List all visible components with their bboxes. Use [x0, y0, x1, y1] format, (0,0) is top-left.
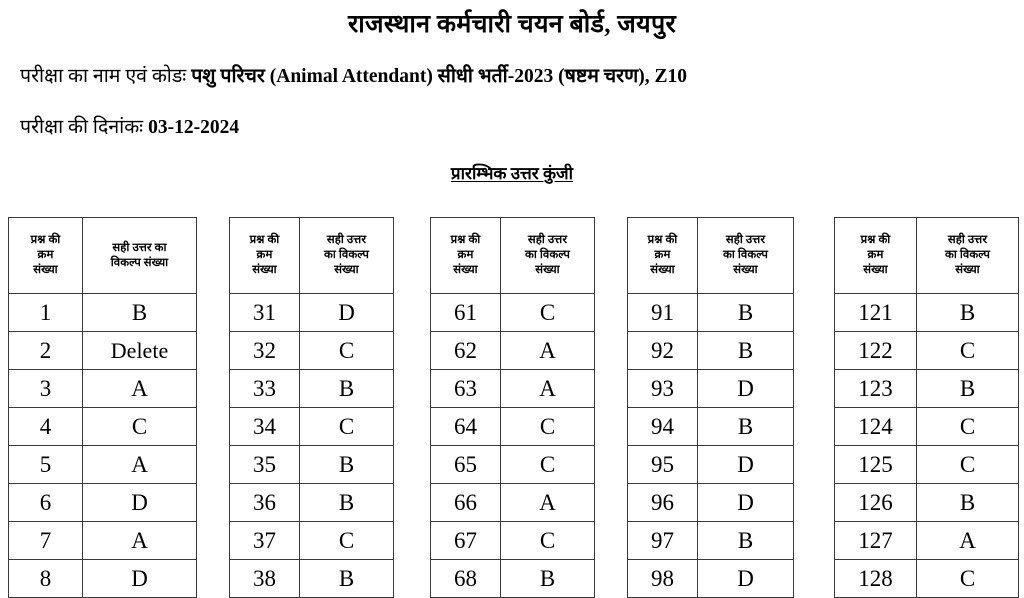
question-number-cell: 98	[628, 560, 698, 598]
table-row	[431, 332, 595, 370]
column-header-line: संख्या	[252, 263, 277, 276]
answer-option-cell: C	[501, 522, 595, 560]
table-row	[835, 560, 1019, 598]
table-row	[628, 408, 794, 446]
column-header-question-number	[230, 218, 300, 294]
column-header-line: संख्या	[334, 263, 359, 276]
answer-option-cell: A	[83, 370, 197, 408]
question-number-cell: 8	[9, 560, 83, 598]
column-header-line: संख्या	[33, 263, 58, 276]
column-header-line: का विकल्प	[945, 249, 990, 262]
table-row	[835, 484, 1019, 522]
answer-option-cell: D	[698, 484, 794, 522]
question-number-cell: 5	[9, 446, 83, 484]
question-number-cell: 37	[230, 522, 300, 560]
answer-option-cell: C	[917, 560, 1019, 598]
question-number-cell: 2	[9, 332, 83, 370]
answer-option-cell: B	[300, 370, 394, 408]
question-number-cell: 35	[230, 446, 300, 484]
question-number-cell: 62	[431, 332, 501, 370]
exam-name-label: परीक्षा का नाम एवं कोडः	[20, 65, 187, 87]
answer-option-cell: A	[501, 332, 595, 370]
column-header-correct-option	[698, 218, 794, 294]
table-row	[230, 522, 394, 560]
column-header-line: संख्या	[863, 263, 888, 276]
answer-option-cell: C	[501, 446, 595, 484]
answer-option-cell: C	[501, 408, 595, 446]
table-row	[431, 370, 595, 408]
question-number-cell: 126	[835, 484, 917, 522]
table-row	[9, 332, 197, 370]
answer-option-cell: B	[698, 332, 794, 370]
column-header-line: विकल्प संख्या	[110, 256, 169, 269]
answer-option-cell: D	[83, 560, 197, 598]
answer-option-cell: C	[917, 332, 1019, 370]
table-row	[628, 560, 794, 598]
column-header-line: प्रश्न की	[450, 234, 481, 247]
question-number-cell: 31	[230, 294, 300, 332]
question-number-cell: 127	[835, 522, 917, 560]
answer-option-cell: B	[698, 408, 794, 446]
column-header-correct-option	[300, 218, 394, 294]
question-number-cell: 3	[9, 370, 83, 408]
column-header-line: प्रश्न की	[647, 234, 678, 247]
column-header-line: संख्या	[535, 263, 560, 276]
answer-key-table-4	[627, 217, 794, 598]
answer-option-cell: B	[917, 484, 1019, 522]
table-row	[835, 370, 1019, 408]
answer-option-cell: C	[83, 408, 197, 446]
answer-option-cell: A	[83, 446, 197, 484]
answer-option-cell: B	[917, 370, 1019, 408]
question-number-cell: 32	[230, 332, 300, 370]
table-row	[230, 408, 394, 446]
column-header-line: संख्या	[955, 263, 980, 276]
table-row	[9, 446, 197, 484]
question-number-cell: 91	[628, 294, 698, 332]
column-header-correct-option	[917, 218, 1019, 294]
answer-option-cell: D	[300, 294, 394, 332]
answer-option-cell: B	[300, 484, 394, 522]
question-number-cell: 63	[431, 370, 501, 408]
question-number-cell: 1	[9, 294, 83, 332]
column-header-line: सही उत्तर का	[112, 241, 167, 254]
question-number-cell: 92	[628, 332, 698, 370]
column-header-line: संख्या	[453, 263, 478, 276]
column-header-line: क्रम	[256, 249, 273, 262]
table-row	[835, 408, 1019, 446]
answer-key-table-2	[229, 217, 394, 598]
key-table	[8, 217, 197, 598]
table-row	[9, 370, 197, 408]
column-header-line: का विकल्प	[723, 249, 768, 262]
question-number-cell: 97	[628, 522, 698, 560]
column-header-line: प्रश्न की	[249, 234, 280, 247]
question-number-cell: 125	[835, 446, 917, 484]
answer-option-cell: A	[501, 370, 595, 408]
question-number-cell: 122	[835, 332, 917, 370]
column-header-line: संख्या	[733, 263, 758, 276]
exam-date-label: परीक्षा की दिनांकः	[20, 116, 144, 138]
question-number-cell: 66	[431, 484, 501, 522]
table-header-row	[230, 218, 394, 294]
exam-name-value: पशु परिचर (Animal Attendant) सीधी भर्ती-2023 (षष्टम चरण), Z10	[191, 65, 687, 87]
column-header-line: का विकल्प	[324, 249, 369, 262]
question-number-cell: 128	[835, 560, 917, 598]
table-row	[230, 560, 394, 598]
column-header-line: क्रम	[867, 249, 884, 262]
table-row	[431, 522, 595, 560]
table-row	[431, 408, 595, 446]
column-header-line: सही उत्तर	[725, 234, 766, 247]
section-heading	[0, 139, 1024, 184]
table-row	[9, 408, 197, 446]
table-header-row	[9, 218, 197, 294]
answer-option-cell: D	[698, 446, 794, 484]
question-number-cell: 38	[230, 560, 300, 598]
question-number-cell: 121	[835, 294, 917, 332]
question-number-cell: 34	[230, 408, 300, 446]
answer-option-cell: C	[917, 408, 1019, 446]
question-number-cell: 93	[628, 370, 698, 408]
exam-date-value: 03-12-2024	[148, 116, 240, 138]
key-table	[627, 217, 794, 598]
table-row	[431, 294, 595, 332]
question-number-cell: 65	[431, 446, 501, 484]
answer-option-cell: A	[83, 522, 197, 560]
answer-option-cell: C	[300, 408, 394, 446]
table-row	[9, 522, 197, 560]
column-header-line: क्रम	[37, 249, 54, 262]
answer-key-table-5	[834, 217, 1019, 598]
answer-option-cell: B	[698, 294, 794, 332]
table-row	[628, 332, 794, 370]
key-table	[229, 217, 394, 598]
table-row	[230, 484, 394, 522]
table-row	[628, 294, 794, 332]
table-row	[431, 560, 595, 598]
question-number-cell: 123	[835, 370, 917, 408]
table-row	[431, 446, 595, 484]
table-row	[9, 294, 197, 332]
answer-option-cell: A	[917, 522, 1019, 560]
column-header-correct-option	[501, 218, 595, 294]
table-header-row	[431, 218, 595, 294]
answer-option-cell: B	[83, 294, 197, 332]
question-number-cell: 96	[628, 484, 698, 522]
table-row	[835, 522, 1019, 560]
answer-option-cell: C	[300, 522, 394, 560]
column-header-line: संख्या	[650, 263, 675, 276]
table-row	[835, 294, 1019, 332]
answer-option-cell: C	[501, 294, 595, 332]
question-number-cell: 124	[835, 408, 917, 446]
table-row	[835, 332, 1019, 370]
column-header-line: सही उत्तर	[947, 234, 988, 247]
answer-option-cell: B	[300, 560, 394, 598]
question-number-cell: 7	[9, 522, 83, 560]
answer-key-tables	[0, 217, 1024, 598]
column-header-line: प्रश्न की	[860, 234, 891, 247]
table-row	[628, 446, 794, 484]
answer-option-cell: B	[698, 522, 794, 560]
page-title: राजस्थान कर्मचारी चयन बोर्ड, जयपुर	[347, 11, 676, 38]
question-number-cell: 64	[431, 408, 501, 446]
table-row	[230, 332, 394, 370]
column-header-line: प्रश्न की	[30, 234, 61, 247]
table-row	[431, 484, 595, 522]
question-number-cell: 68	[431, 560, 501, 598]
key-table	[430, 217, 595, 598]
answer-key-table-1	[8, 217, 197, 598]
answer-option-cell: C	[300, 332, 394, 370]
column-header-line: सही उत्तर	[527, 234, 568, 247]
question-number-cell: 94	[628, 408, 698, 446]
question-number-cell: 67	[431, 522, 501, 560]
question-number-cell: 95	[628, 446, 698, 484]
question-number-cell: 33	[230, 370, 300, 408]
column-header-question-number	[431, 218, 501, 294]
key-table	[834, 217, 1019, 598]
table-row	[230, 370, 394, 408]
column-header-question-number	[628, 218, 698, 294]
answer-option-cell: B	[300, 446, 394, 484]
table-row	[628, 522, 794, 560]
answer-key-table-3	[430, 217, 595, 598]
column-header-line: क्रम	[457, 249, 474, 262]
table-row	[230, 446, 394, 484]
exam-name-line	[0, 39, 1024, 88]
answer-option-cell: D	[83, 484, 197, 522]
answer-option-cell: B	[917, 294, 1019, 332]
answer-option-cell: B	[501, 560, 595, 598]
table-header-row	[628, 218, 794, 294]
answer-option-cell: Delete	[83, 332, 197, 370]
question-number-cell: 61	[431, 294, 501, 332]
table-row	[835, 446, 1019, 484]
table-header-row	[835, 218, 1019, 294]
table-row	[628, 484, 794, 522]
question-number-cell: 4	[9, 408, 83, 446]
answer-option-cell: C	[917, 446, 1019, 484]
column-header-line: क्रम	[654, 249, 671, 262]
answer-option-cell: A	[501, 484, 595, 522]
column-header-line: का विकल्प	[525, 249, 570, 262]
section-heading-text: प्रारम्भिक उत्तर कुंजी	[450, 164, 574, 184]
table-row	[230, 294, 394, 332]
answer-option-cell: D	[698, 560, 794, 598]
question-number-cell: 6	[9, 484, 83, 522]
column-header-question-number	[9, 218, 83, 294]
table-row	[9, 560, 197, 598]
column-header-line: सही उत्तर	[326, 234, 367, 247]
exam-date-line	[0, 88, 1024, 139]
question-number-cell: 36	[230, 484, 300, 522]
table-row	[628, 370, 794, 408]
table-row	[9, 484, 197, 522]
column-header-question-number	[835, 218, 917, 294]
column-header-correct-option	[83, 218, 197, 294]
answer-option-cell: D	[698, 370, 794, 408]
